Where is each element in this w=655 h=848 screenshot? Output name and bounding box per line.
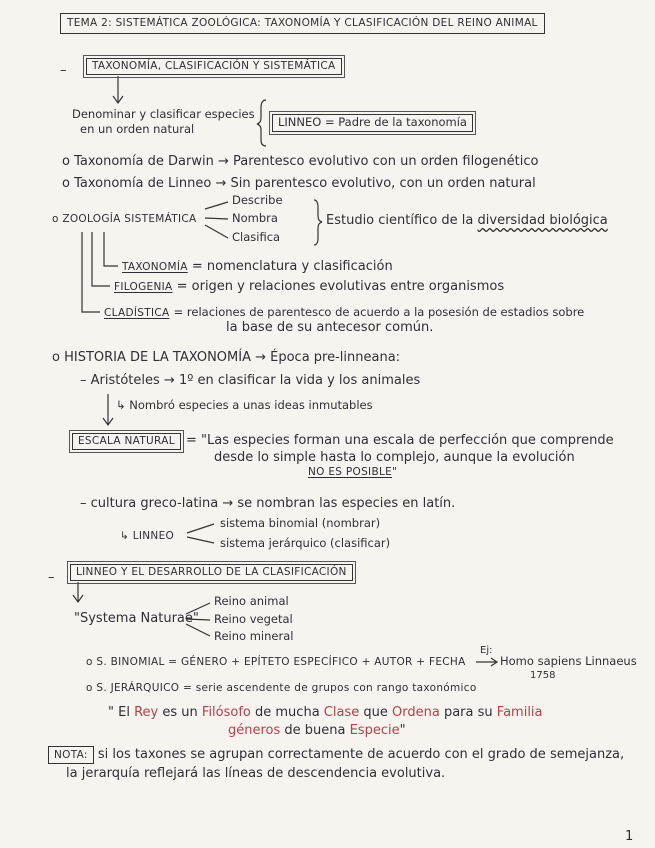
- branch-describe: [205, 202, 228, 209]
- section2-heading: LINNEO Y EL DESARROLLO DE LA CLASIFICACIÓN: [70, 564, 353, 581]
- taxonomia-def: = nomenclatura y clasificación: [191, 259, 393, 274]
- nota-line1: si los taxones se agrupan correctamente de acuerdo con el grado de semejanza,: [97, 747, 625, 762]
- nombro-line: ↳ Nombró especies a unas ideas inmutables: [116, 398, 373, 412]
- section1-heading: TAXONOMÍA, CLASIFICACIÓN Y SISTEMÁTICA: [86, 58, 342, 75]
- ej-label: Ej:: [480, 645, 493, 656]
- nota-row: [48, 748, 624, 761]
- escala-line3: [308, 467, 397, 478]
- mnemonic-el: El: [118, 705, 130, 720]
- study-line: [326, 214, 608, 227]
- section1-bullet: –: [60, 63, 67, 78]
- verb-nombra: Nombra: [232, 211, 278, 225]
- homo-sapiens: Homo sapiens Linnaeus: [500, 654, 637, 668]
- filogenia-row: [114, 280, 504, 293]
- jerarquico-text: o S. JERÁRQUICO = serie ascendente de grupos con rango taxonómico: [86, 682, 477, 694]
- study-emph: diversidad biológica: [477, 213, 608, 228]
- escala-line2: [214, 451, 575, 464]
- escala-close-quote: ": [392, 466, 398, 478]
- mnemonic-generos: géneros: [228, 723, 281, 738]
- cultura-line: – cultura greco-latina → se nombran las especies en latín.: [80, 496, 456, 511]
- escala-line2a: desde lo simple hasta lo complejo, aunque la evolución: [214, 450, 575, 465]
- mnemonic-close-quote: ": [399, 723, 406, 738]
- verb-clasifica: Clasifica: [232, 230, 281, 244]
- filogenia-def: = origen y relaciones evolutivas entre organismos: [176, 279, 505, 294]
- linneo-word: ↳ LINNEO: [120, 530, 175, 542]
- escala-label: ESCALA NATURAL: [72, 433, 181, 450]
- zoologia-label: o ZOOLOGÍA SISTEMÁTICA: [52, 213, 197, 225]
- branch-clasifica: [205, 225, 228, 238]
- jerarquico-line: [86, 681, 477, 694]
- mnemonic-line1: [108, 706, 543, 719]
- historia-label: o HISTORIA DE LA TAXONOMÍA → Época pre-linneana:: [52, 350, 401, 365]
- linneo-line: o Taxonomía de Linneo → Sin parentesco evolutivo, con un orden natural: [62, 176, 536, 191]
- cladistica-row: [104, 306, 584, 319]
- definition-line1: Denominar y clasificar especies: [72, 107, 255, 121]
- page-title: TEMA 2: SISTEMÁTICA ZOOLÓGICA: TAXONOMÍA Y CLASIFICACIÓN DEL REINO ANIMAL: [60, 13, 545, 34]
- tree-taxonomia: [104, 232, 118, 266]
- reino-vegetal: Reino vegetal: [214, 612, 293, 626]
- mnemonic-filosofo: Filósofo: [201, 705, 251, 720]
- branch-nombra: [205, 218, 228, 219]
- definition-line2: en un orden natural: [80, 122, 195, 136]
- mnemonic-rey: Rey: [134, 705, 159, 720]
- linneo-box: LINNEO = Padre de la taxonomía: [272, 114, 473, 132]
- sistema-binomial: sistema binomial (nombrar): [220, 516, 381, 530]
- tree-cladistica: [82, 232, 100, 312]
- mnemonic-especie: Especie: [349, 723, 400, 738]
- tree-filogenia: [92, 232, 110, 286]
- mnemonic-que: que: [363, 705, 388, 720]
- cladistica-def2: la base de su antecesor común.: [226, 320, 434, 335]
- branch-sist1: [187, 524, 214, 533]
- nota-line2: la jerarquía reflejará las líneas de descendencia evolutiva.: [66, 766, 446, 781]
- darwin-line: o Taxonomía de Darwin → Parentesco evolutivo con un orden filogenético: [62, 154, 539, 169]
- study-text: Estudio científico de la: [326, 213, 474, 228]
- nota-label: NOTA:: [48, 746, 94, 764]
- mnemonic-ordena: Ordena: [392, 705, 440, 720]
- mnemonic-es-un: es un: [162, 705, 198, 720]
- mnemonic-familia: Familia: [496, 705, 543, 720]
- brace-zoologia: [314, 200, 322, 245]
- taxonomia-label: TAXONOMÍA: [122, 261, 188, 273]
- cladistica-label: CLADÍSTICA: [104, 307, 170, 319]
- cladistica-def1: = relaciones de parentesco de acuerdo a la posesión de estadios sobre: [173, 305, 585, 319]
- sistema-jerarquico: sistema jerárquico (clasificar): [220, 536, 391, 550]
- aristoteles-line: – Aristóteles → 1º en clasificar la vida y los animales: [80, 373, 421, 388]
- reino-mineral: Reino mineral: [214, 629, 294, 643]
- mnemonic-clase: Clase: [323, 705, 360, 720]
- mnemonic-para-su: para su: [443, 705, 493, 720]
- section2-bullet: –: [48, 570, 55, 585]
- systema-naturae: "Systema Naturae": [74, 611, 199, 626]
- filogenia-label: FILOGENIA: [114, 281, 173, 293]
- escala-no-posible: NO ES POSIBLE: [308, 466, 393, 478]
- page-number: 1: [625, 829, 634, 844]
- mnemonic-line2: [228, 724, 406, 737]
- reino-animal: Reino animal: [214, 594, 289, 608]
- mnemonic-de-mucha: de mucha: [255, 705, 320, 720]
- mnemonic-open-quote: ": [108, 705, 114, 720]
- brace-definition: [257, 100, 266, 146]
- homo-year: 1758: [530, 670, 556, 681]
- mnemonic-de-buena: de buena: [284, 723, 346, 738]
- escala-line1: = "Las especies forman una escala de perfección que comprende: [186, 433, 614, 448]
- branch-sist2: [187, 537, 214, 543]
- taxonomia-row: [122, 260, 393, 273]
- binomial-line: o S. BINOMIAL = GÉNERO + EPÍTETO ESPECÍFICO + AUTOR + FECHA: [86, 656, 466, 668]
- verb-describe: Describe: [232, 193, 283, 207]
